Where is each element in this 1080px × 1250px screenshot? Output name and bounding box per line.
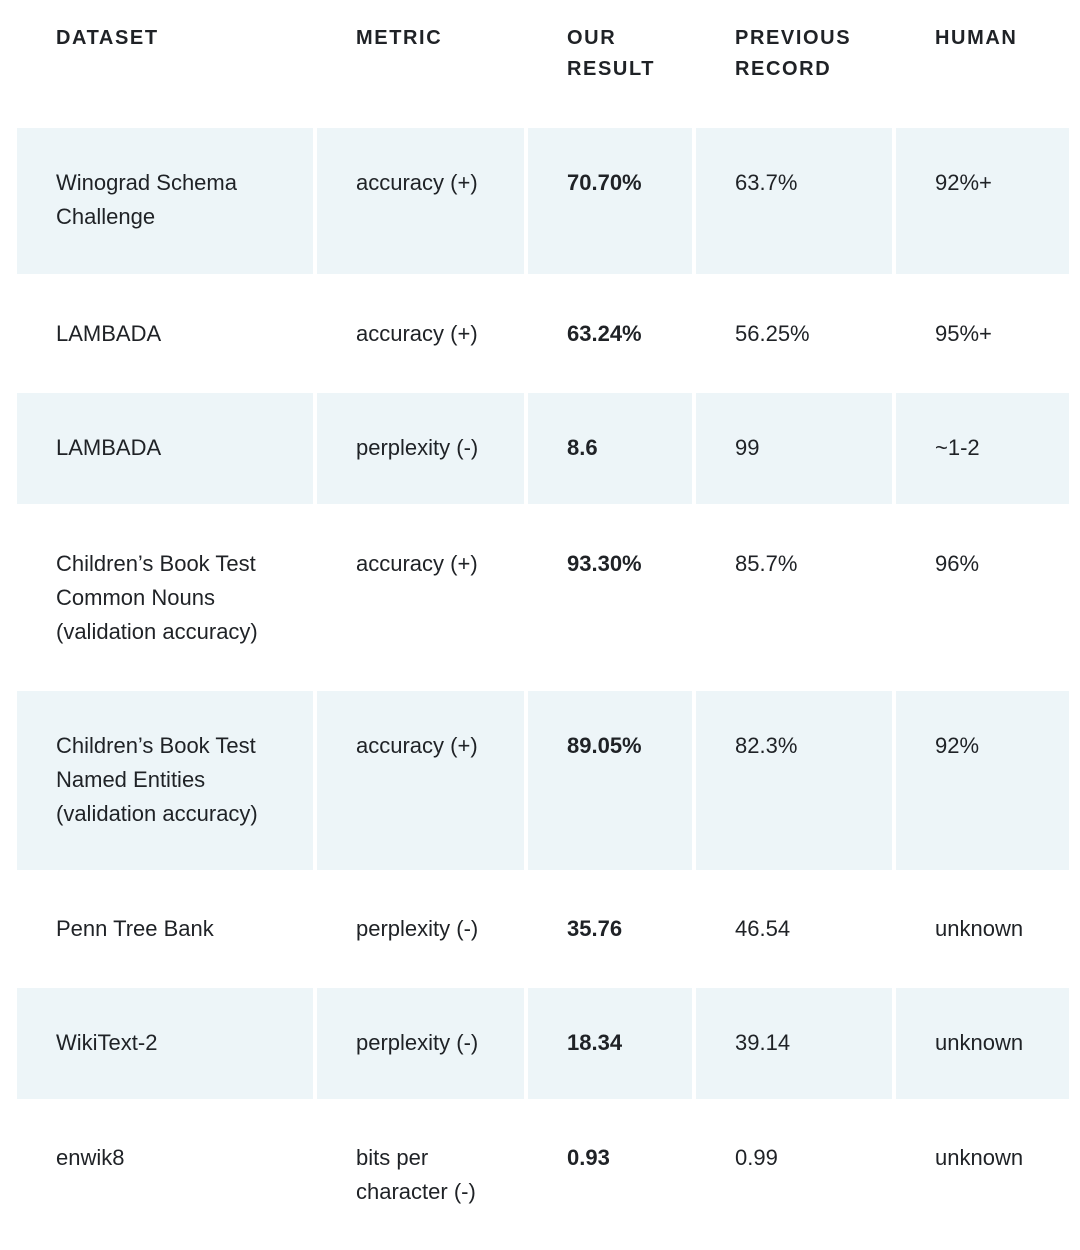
cell-previous-record: 39.14 [696, 988, 892, 1099]
cell-dataset: Winograd Schema Challenge [17, 128, 313, 274]
cell-previous-record: 0.99 [735, 1145, 778, 1170]
cell-metric: accuracy (+) [356, 321, 478, 346]
cell-previous-record: 63.7% [696, 128, 892, 274]
cell-human: unknown [935, 1145, 1024, 1170]
cell-dataset: Children’s Book Test Named Entities (validation accuracy) [17, 691, 313, 870]
cell-metric: accuracy (+) [317, 691, 524, 870]
cell-metric: accuracy (+) [317, 128, 524, 274]
header-dataset: DATASET [56, 27, 159, 49]
header-our-result: OUR RESULT [567, 27, 656, 80]
header-metric: METRIC [356, 27, 443, 49]
cell-previous-record: 99 [696, 393, 892, 504]
cell-dataset: LAMBADA [56, 321, 162, 346]
table-row [17, 988, 1069, 1099]
cell-previous-record: 82.3% [696, 691, 892, 870]
cell-metric: perplexity (-) [317, 393, 524, 504]
cell-dataset: WikiText-2 [17, 988, 313, 1099]
cell-previous-record: 46.54 [735, 916, 791, 941]
cell-human: 92% [896, 691, 1069, 870]
cell-dataset: LAMBADA [17, 393, 313, 504]
cell-our-result: 89.05% [528, 691, 692, 870]
cell-metric: perplexity (-) [317, 988, 524, 1099]
table-row [17, 691, 1069, 870]
header-previous-record: PREVIOUS RECORD [735, 27, 852, 80]
cell-our-result: 8.6 [528, 393, 692, 504]
table-row [17, 393, 1069, 504]
cell-our-result: 93.30% [567, 551, 642, 576]
cell-previous-record: 85.7% [735, 551, 798, 576]
cell-human: ~1-2 [896, 393, 1069, 504]
results-table [13, 0, 1073, 1249]
table-row [17, 504, 1069, 691]
cell-human: 96% [935, 551, 980, 576]
cell-human: 92%+ [896, 128, 1069, 274]
cell-previous-record: 56.25% [735, 321, 810, 346]
cell-our-result: 70.70% [528, 128, 692, 274]
table-row [17, 1099, 1069, 1249]
cell-our-result: 0.93 [567, 1145, 610, 1170]
cell-our-result: 35.76 [567, 916, 623, 941]
cell-our-result: 18.34 [528, 988, 692, 1099]
cell-human: 95%+ [935, 321, 992, 346]
cell-our-result: 63.24% [567, 321, 642, 346]
cell-dataset: Children’s Book Test Common Nouns (validation accuracy) [56, 551, 258, 644]
table-row [17, 274, 1069, 393]
header-human: HUMAN [935, 27, 1018, 49]
cell-metric: perplexity (-) [356, 916, 479, 941]
cell-metric: accuracy (+) [356, 551, 478, 576]
table-row [17, 128, 1069, 274]
header-row [17, 0, 1069, 104]
table-row [17, 870, 1069, 988]
cell-metric: bits per character (-) [356, 1145, 476, 1204]
cell-human: unknown [935, 916, 1024, 941]
cell-dataset: enwik8 [56, 1145, 125, 1170]
cell-human: unknown [896, 988, 1069, 1099]
cell-dataset: Penn Tree Bank [56, 916, 214, 941]
